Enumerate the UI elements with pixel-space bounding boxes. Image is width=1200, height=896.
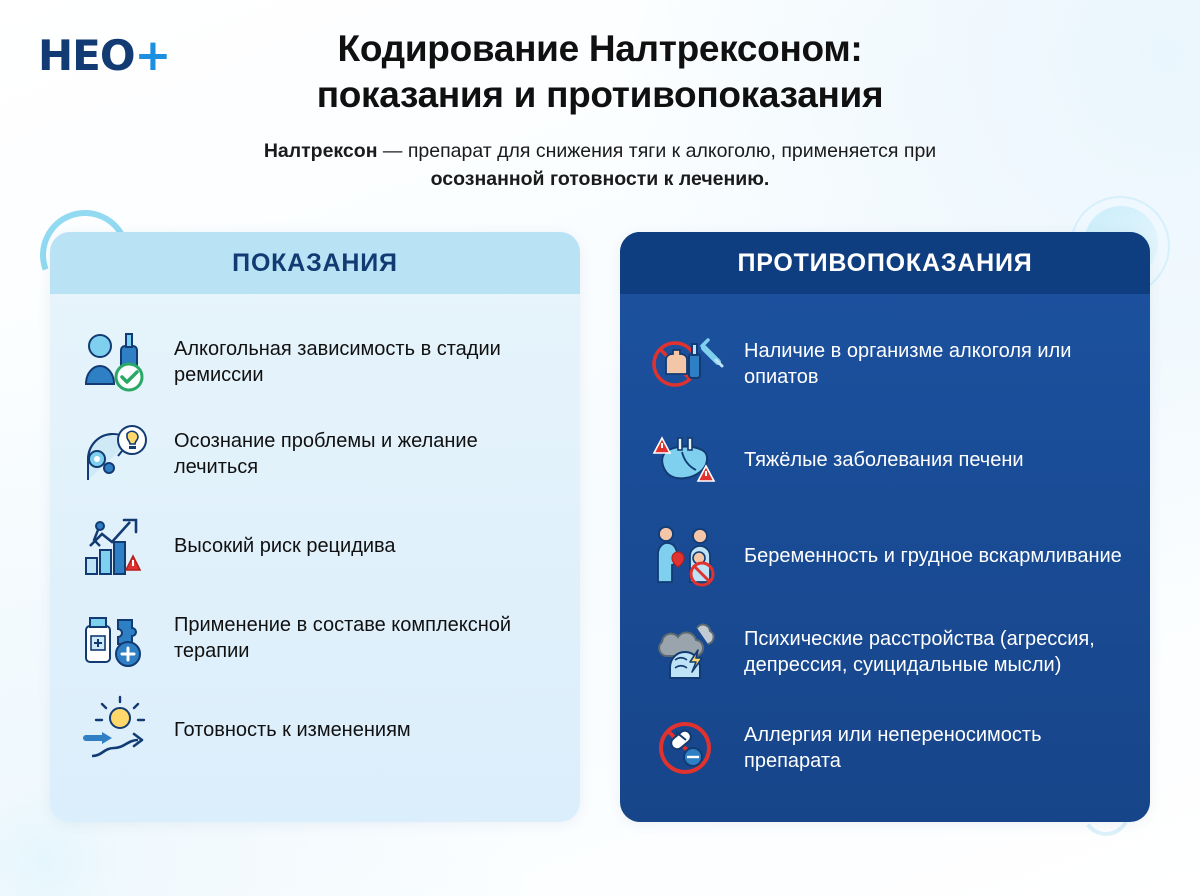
list-item-label: Аллергия или непереносимость препарата <box>744 723 1042 772</box>
page-title-line1: Кодирование Налтрексоном: <box>337 28 863 69</box>
brand-logo <box>38 30 208 82</box>
list-item <box>72 408 554 500</box>
list-item <box>72 316 554 408</box>
cards-container <box>50 232 1150 822</box>
card-indications-list <box>50 294 580 802</box>
list-item-label: Осознание проблемы и желание лечиться <box>174 429 478 478</box>
list-item <box>642 604 1124 700</box>
subtitle-emphasis: осознанной готовности к лечению. <box>430 167 770 190</box>
header <box>0 0 1200 193</box>
brand-logo-plus: + <box>134 30 171 81</box>
list-item <box>642 316 1124 412</box>
liver-warning-icon <box>642 424 728 496</box>
list-item <box>642 412 1124 508</box>
list-item-label: Алкогольная зависимость в стадии ремиссии <box>174 337 501 386</box>
list-item <box>72 500 554 592</box>
page-title <box>190 26 1010 119</box>
list-item <box>72 592 554 684</box>
pill-bottle-puzzle-icon <box>72 602 158 674</box>
subtitle-drug-name: Налтрексон <box>263 139 378 162</box>
subtitle-text: — препарат для снижения тяги к алкоголю, применяется при <box>377 139 937 162</box>
list-item <box>72 684 554 776</box>
card-contraindications-list <box>620 294 1150 822</box>
page-subtitle <box>250 137 950 194</box>
list-item-label: Психические расстройства (агрессия, депрессия, суицидальные мысли) <box>744 627 1095 676</box>
list-item-label: Тяжёлые заболевания печени <box>744 448 1024 471</box>
list-item-label: Применение в составе комплексной терапии <box>174 613 512 662</box>
card-indications <box>50 232 580 822</box>
brain-storm-cloud-icon <box>642 616 728 688</box>
risk-chart-arrow-icon <box>72 510 158 582</box>
card-indications-title: ПОКАЗАНИЯ <box>50 232 580 294</box>
list-item <box>642 508 1124 604</box>
list-item-label: Наличие в организме алкоголя или опиатов <box>744 339 1072 388</box>
sunrise-road-arrow-icon <box>72 694 158 766</box>
list-item-label: Готовность к изменениям <box>174 718 411 741</box>
list-item-label: Высокий риск рецидива <box>174 534 396 557</box>
list-item-label: Беременность и грудное вскармливание <box>744 544 1122 567</box>
list-item <box>642 700 1124 796</box>
pregnancy-breastfeeding-icon <box>642 520 728 592</box>
no-pills-allergy-icon <box>642 712 728 784</box>
head-gears-lightbulb-icon <box>72 418 158 490</box>
page-title-line2: показания и противопоказания <box>316 74 884 116</box>
brand-logo-text <box>38 30 208 82</box>
card-contraindications-title: ПРОТИВОПОКАЗАНИЯ <box>620 232 1150 294</box>
brand-logo-word: HEO <box>38 31 135 80</box>
person-bottle-check-icon <box>72 326 158 398</box>
no-alcohol-syringe-icon <box>642 328 728 400</box>
card-contraindications <box>620 232 1150 822</box>
